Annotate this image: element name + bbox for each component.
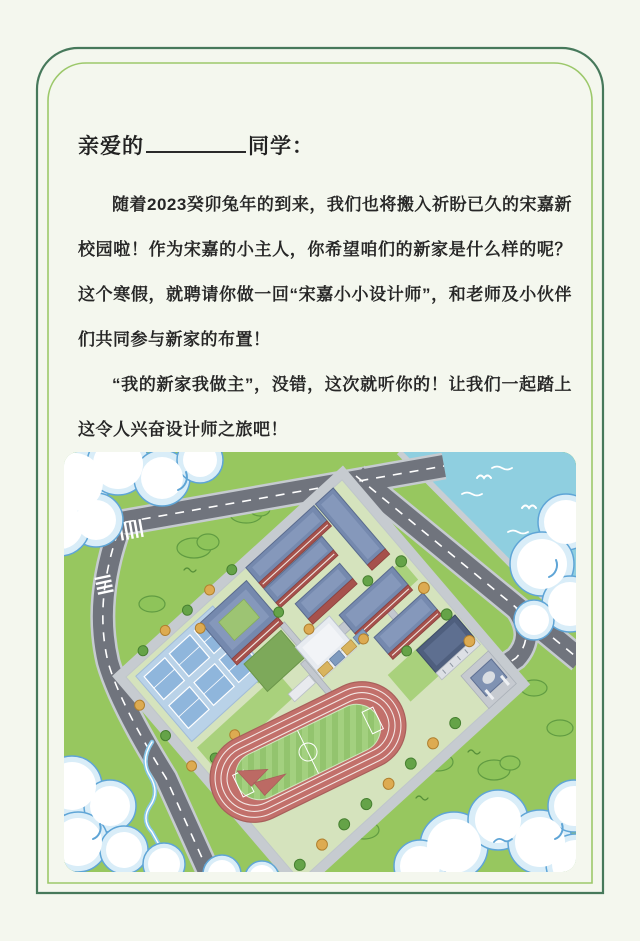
- greeting-suffix: 同学：: [248, 135, 314, 158]
- campus-illustration-svg: [64, 452, 576, 872]
- paragraph-2: “我的新家我做主”，没错，这次就听你的！让我们一起踏上这令人兴奋设计师之旅吧！: [78, 375, 572, 439]
- letter-body: [78, 182, 572, 452]
- greeting-line: [78, 130, 314, 160]
- paragraph-1: 随着2023癸卯兔年的到来，我们也将搬入祈盼已久的宋嘉新校园啦！作为宋嘉的小主人，你希望咱们的新家是什么样的呢？这个寒假，就聘请你做一回“宋嘉小小设计师”，和老师及小伙伴们共同参与新家的布置！: [78, 195, 572, 349]
- greeting-prefix: 亲爱的: [78, 135, 144, 158]
- name-blank: [146, 151, 246, 153]
- campus-illustration: [64, 452, 576, 872]
